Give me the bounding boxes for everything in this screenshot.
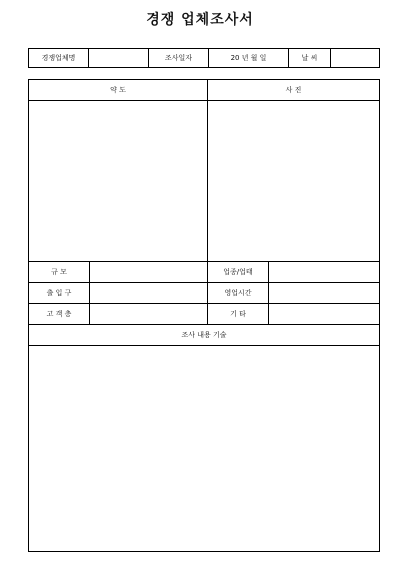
other-label: 기 타 bbox=[230, 310, 246, 318]
other-field[interactable] bbox=[269, 304, 379, 324]
divider bbox=[268, 261, 269, 324]
company-name-field[interactable] bbox=[89, 49, 149, 67]
page-title: 경쟁 업체조사서 bbox=[146, 12, 254, 28]
survey-notes-label: 조사 내용 기술 bbox=[181, 331, 227, 339]
customer-base-label: 고 객 층 bbox=[46, 310, 72, 318]
photo-section-label: 사 진 bbox=[285, 86, 302, 94]
weather-field[interactable] bbox=[331, 49, 379, 67]
business-hours-field[interactable] bbox=[269, 283, 379, 303]
customer-base-field[interactable] bbox=[90, 304, 207, 324]
survey-date-label: 조사일자 bbox=[149, 49, 209, 67]
map-section-label: 약 도 bbox=[110, 86, 126, 94]
scale-label: 규 모 bbox=[51, 268, 67, 276]
entrance-field[interactable] bbox=[90, 283, 207, 303]
company-name-label: 경쟁업체명 bbox=[29, 49, 89, 67]
survey-date-field[interactable]: 20 년 월 일 bbox=[209, 49, 289, 67]
entrance-label: 출 입 구 bbox=[46, 289, 72, 297]
business-type-label: 업종/업태 bbox=[223, 268, 253, 276]
photo-area[interactable] bbox=[208, 101, 379, 260]
divider bbox=[89, 261, 90, 324]
scale-field[interactable] bbox=[90, 262, 207, 282]
map-drawing-area[interactable] bbox=[29, 101, 207, 260]
business-hours-label: 영업시간 bbox=[224, 289, 252, 297]
weather-label: 날 씨 bbox=[289, 49, 331, 67]
survey-form bbox=[28, 79, 380, 552]
header-table bbox=[28, 48, 380, 68]
survey-notes-area[interactable] bbox=[29, 346, 379, 551]
business-type-field[interactable] bbox=[269, 262, 379, 282]
